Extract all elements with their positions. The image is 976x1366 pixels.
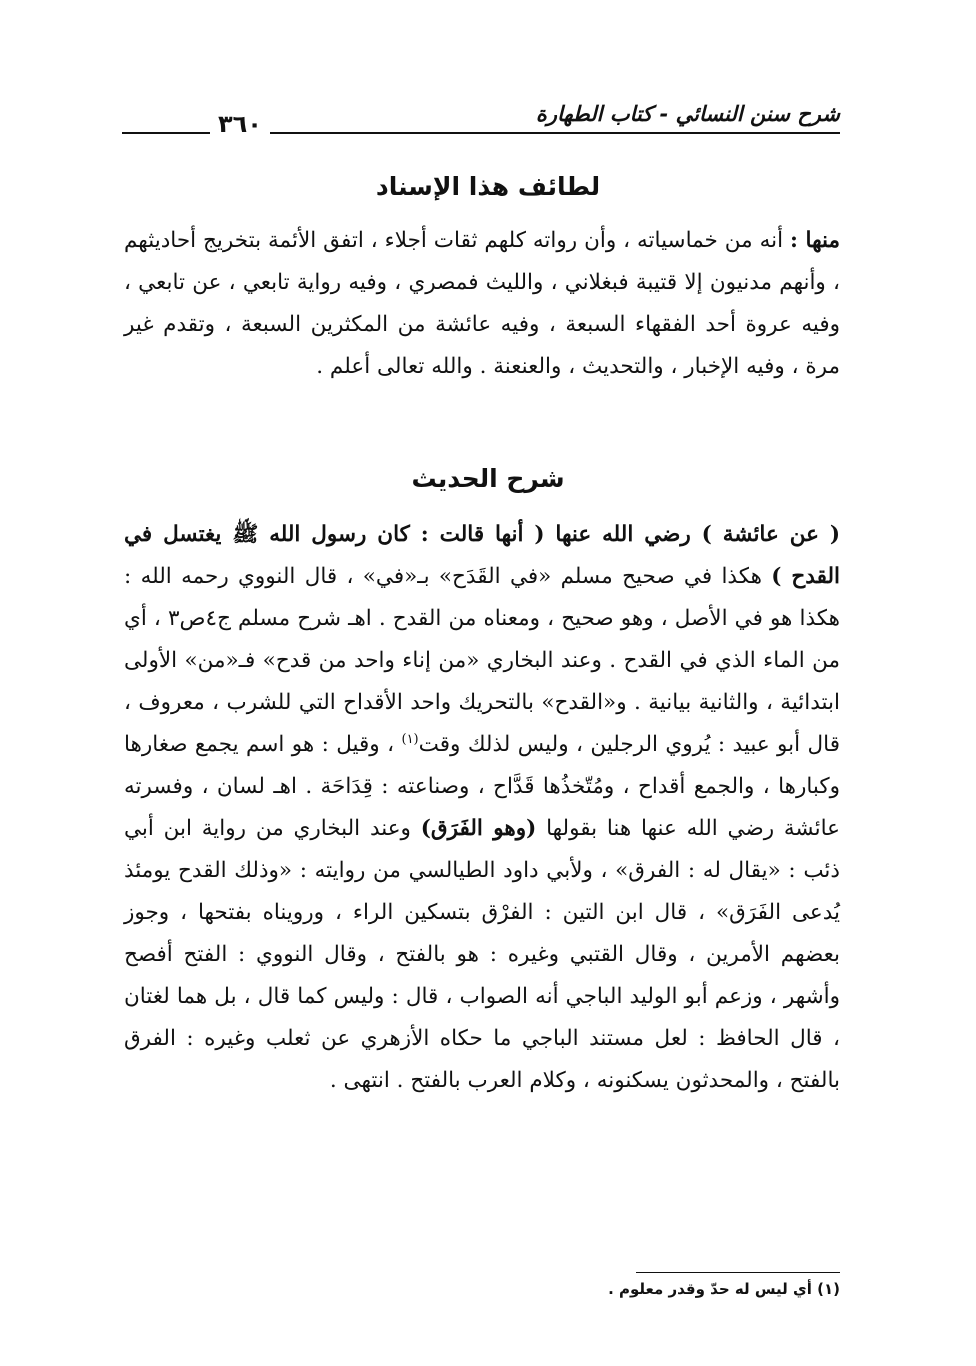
section-heading-sharh: شرح الحديث: [411, 464, 565, 493]
page-number: ٣٦٠: [210, 110, 270, 138]
section-heading-isnad: لطائف هذا الإسناد: [375, 172, 601, 201]
page-header: [118, 102, 840, 142]
hadith-text: ( عن عائشة ) رضي الله عنها ( أنها قالت : كان رسول الله ﷺ يغتسل في القدح ): [124, 522, 840, 589]
footnote-rule: [636, 1272, 840, 1273]
footnote-reference[interactable]: (١): [401, 731, 419, 747]
footnote: (١) أي ليس له حدّ وقدر معلوم .: [608, 1280, 840, 1298]
paragraph-lead: منها :: [790, 228, 840, 253]
hadith-highlight: (وهو الفَرَق): [420, 816, 537, 841]
sharh-paragraph: [124, 514, 840, 1102]
paragraph-text: أنه من خماسياته ، وأن رواته كلهم ثقات أجلاء ، اتفق الأئمة بتخريج أحاديثهم ، وأنهم مدنيون إلا قتيبة فبغلاني ، والليث فمصري ، وفيه رواية تابعي ، عن تابعي ، وفيه عروة أحد الفقهاء السبعة ، وفيه عائشة من المكثرين السبعة ، وتقدم غير مرة ، وفيه الإخبار ، والتحديث ، والعنعنة . والله تعالى أعلم .: [124, 228, 840, 379]
commentary-part-1: هكذا في صحيح مسلم «في القَدَح» بـ«في» ، قال النووي رحمه الله : هكذا هو في الأصل ، وهو صحيح ، ومعناه من القدح . اهـ شرح مسلم ج٤ص٣ ، أي من الماء الذي في القدح . وعند البخاري «من إناء واحد من قدح» فـ«من» الأولى ابتدائية ، والثانية بيانية . و«القدح» بالتحريك واحد الأقداح التي للشرب ، معروف ، قال أبو عبيد : يُروي الرجلين ، وليس لذلك وقت: [124, 564, 840, 757]
isnad-paragraph: [124, 220, 840, 388]
running-title: شرح سنن النسائي - كتاب الطهارة: [535, 102, 840, 126]
commentary-part-3: وعند البخاري من رواية ابن أبي ذئب : «يقال له : الفرق» ، ولأبي داود الطيالسي من روايته : «وذلك القدح يومئذ يُدعى الفَرَق» ، قال ابن التين : الفرْق بتسكين الراء ، ورويناه بفتحها ، وجوز بعضهم الأمرين ، وقال القتبي وغيره : هو بالفتح ، وقال النووي : الفتح أفصح وأشهر ، وزعم أبو الوليد الباجي أنه الصواب ، قال : وليس كما قال ، بل هما لغتان ، قال الحافظ : لعل مستند الباجي ما حكاه الأزهري عن ثعلب وغيره : الفرق بالفتح ، والمحدثون يسكنونه ، وكلام العرب بالفتح . انتهى .: [124, 816, 840, 1093]
commentary-part-2: ، وقيل : هو اسم يجمع صغارها وكبارها ، والجمع أقداح ، ومُتّخذُها قَدَّاح ، وصناعته : قِدَاحَة . اهـ لسان ، وفسرته عائشة رضي الله عنها هنا بقولها: [124, 732, 840, 841]
